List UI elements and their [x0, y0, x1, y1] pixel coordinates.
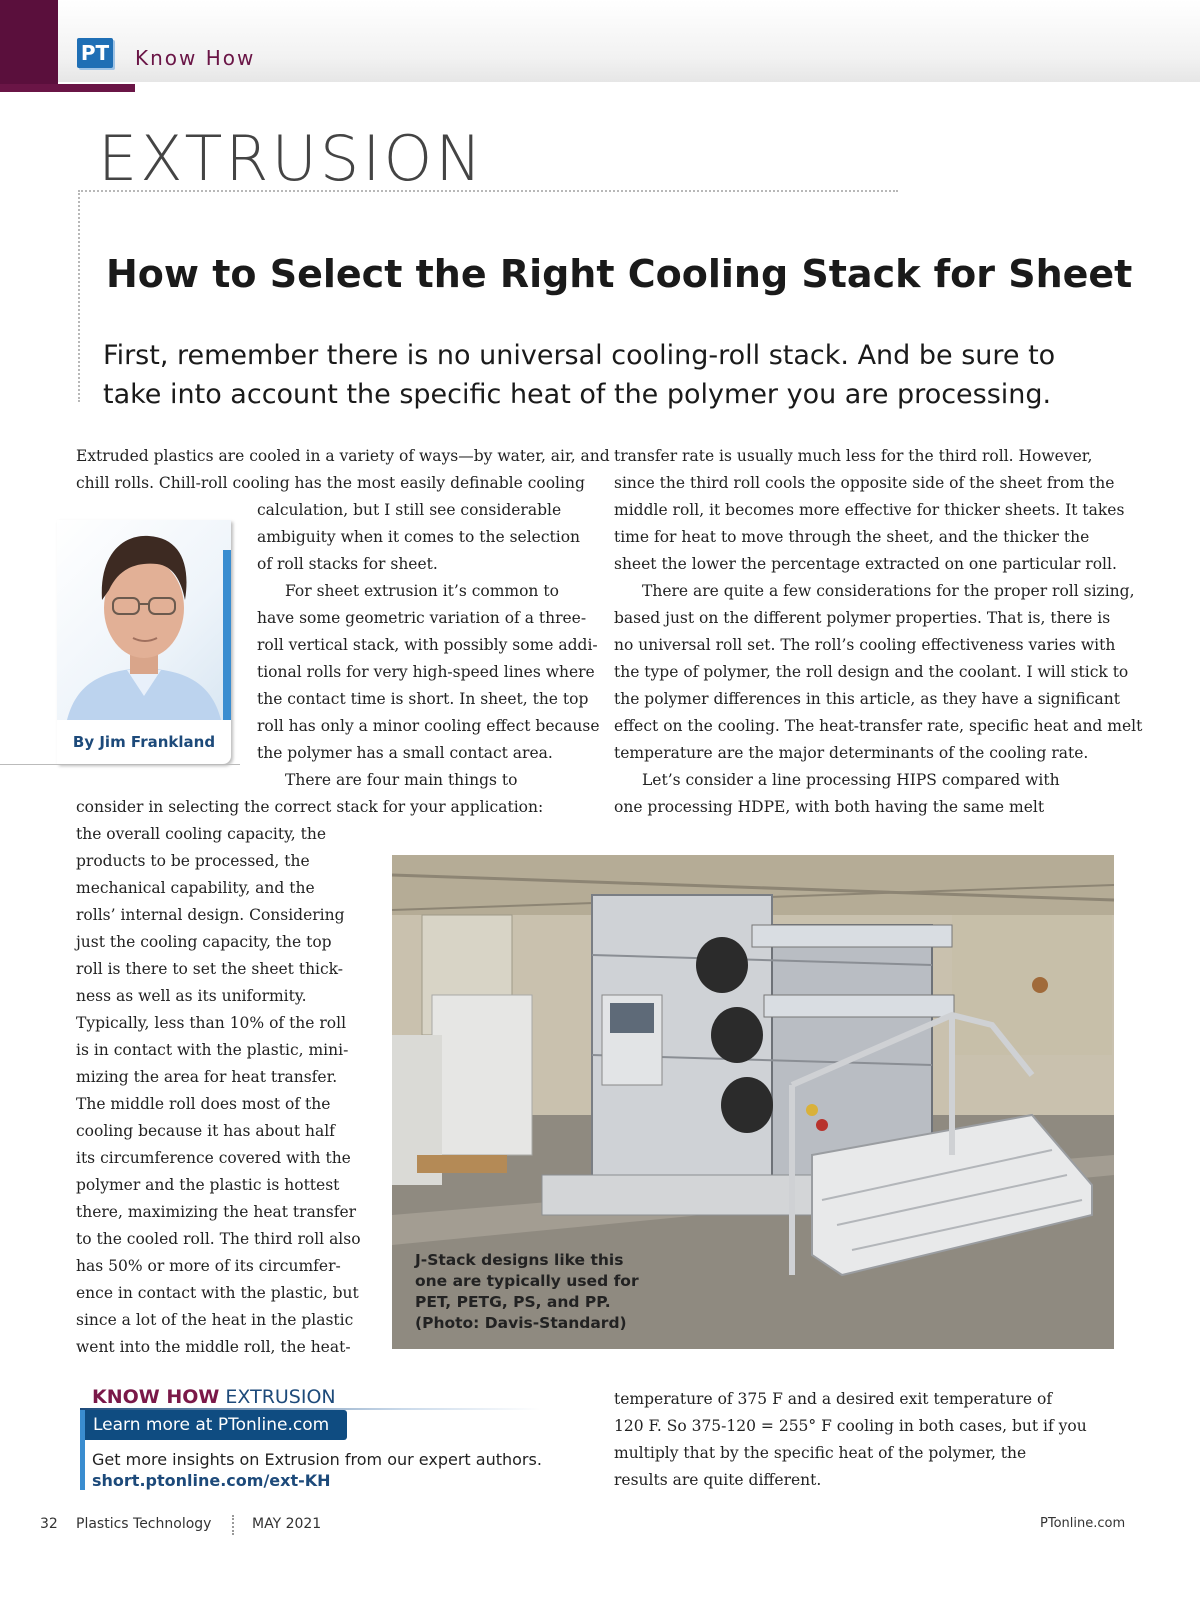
author-card: [57, 520, 231, 764]
body-line: results are quite different.: [614, 1471, 822, 1489]
body-line: temperature are the major determinants of the cooling rate.: [614, 744, 1089, 762]
body-line: mizing the area for heat transfer.: [76, 1068, 338, 1086]
body-line: sheet the lower the percentage extracted on one particular roll.: [614, 555, 1117, 573]
body-line: There are four main things to: [285, 771, 518, 789]
footer-separator: [232, 1515, 234, 1535]
body-line: middle roll, it becomes more effective for thicker sheets. It takes: [614, 501, 1125, 519]
body-line: polymer and the plastic is hottest: [76, 1176, 340, 1194]
body-line: consider in selecting the correct stack for your application:: [76, 798, 544, 816]
body-line: no universal roll set. The roll’s cooling effectiveness varies with: [614, 636, 1116, 654]
caption-line: J-Stack designs like this: [415, 1251, 624, 1269]
body-line: ness as well as its uniformity.: [76, 987, 307, 1005]
body-line: There are quite a few considerations for the proper roll sizing,: [642, 582, 1135, 600]
body-line: The middle roll does most of the: [76, 1095, 331, 1113]
dotted-rule-vertical: [78, 190, 80, 402]
body-line: temperature of 375 F and a desired exit temperature of: [614, 1390, 1053, 1408]
pt-logo: PT: [77, 38, 113, 68]
body-line: Extruded plastics are cooled in a variety of ways—by water, air, and: [76, 447, 610, 465]
knowhow-title: [92, 1386, 336, 1408]
body-line: its circumference covered with the: [76, 1149, 351, 1167]
knowhow-title-bold: KNOW HOW: [92, 1386, 220, 1408]
body-line: Typically, less than 10% of the roll: [76, 1014, 347, 1032]
author-rule: [0, 764, 240, 765]
body-line: has 50% or more of its circumfer-: [76, 1257, 341, 1275]
caption-line: (Photo: Davis-Standard): [415, 1314, 627, 1332]
body-line: ambiguity when it comes to the selection: [257, 528, 581, 546]
body-line: chill rolls. Chill-roll cooling has the most easily definable cooling: [76, 474, 585, 492]
body-line: the polymer has a small contact area.: [257, 744, 553, 762]
body-line: For sheet extrusion it’s common to: [285, 582, 559, 600]
body-line: just the cooling capacity, the top: [76, 933, 332, 951]
author-photo: [57, 520, 231, 720]
knowhow-title-rest: EXTRUSION: [219, 1386, 336, 1408]
dotted-rule-horizontal: [78, 190, 898, 192]
topic-title: EXTRUSION: [98, 122, 485, 195]
body-line: roll vertical stack, with possibly some addi-: [257, 636, 598, 654]
body-line: multiply that by the specific heat of the polymer, the: [614, 1444, 1027, 1462]
body-line: went into the middle roll, the heat-: [76, 1338, 351, 1356]
article-deck: First, remember there is no universal cooling-roll stack. And be sure to take into account the specific heat of the polymer you are processing.: [103, 340, 1056, 410]
body-line: the type of polymer, the roll design and the coolant. I will stick to: [614, 663, 1129, 681]
knowhow-short-link[interactable]: short.ptonline.com/ext-KH: [92, 1471, 331, 1490]
header-corner-block: [0, 0, 58, 92]
section-tag: Know How: [135, 46, 256, 70]
body-line: Let’s consider a line processing HIPS compared with: [642, 771, 1060, 789]
learn-more-link[interactable]: Learn more at PTonline.com: [85, 1410, 347, 1440]
body-line: to the cooled roll. The third roll also: [76, 1230, 361, 1248]
body-line: is in contact with the plastic, mini-: [76, 1041, 349, 1059]
issue-date: MAY 2021: [252, 1516, 322, 1532]
body-line: roll has only a minor cooling effect because: [257, 717, 600, 735]
author-portrait-icon: [57, 520, 231, 720]
body-line: since a lot of the heat in the plastic: [76, 1311, 354, 1329]
body-line: the contact time is short. In sheet, the top: [257, 690, 589, 708]
body-line: effect on the cooling. The heat-transfer rate, specific heat and melt: [614, 717, 1143, 735]
body-line: transfer rate is usually much less for the third roll. However,: [614, 447, 1093, 465]
body-line: mechanical capability, and the: [76, 879, 315, 897]
header-underline: [0, 84, 135, 92]
body-line: tional rolls for very high-speed lines where: [257, 663, 595, 681]
knowhow-description: Get more insights on Extrusion from our expert authors.: [92, 1450, 542, 1469]
page-number: 32: [40, 1516, 58, 1532]
body-line: ence in contact with the plastic, but: [76, 1284, 359, 1302]
body-line: one processing HDPE, with both having the same melt: [614, 798, 1045, 816]
body-line: roll is there to set the sheet thick-: [76, 960, 344, 978]
body-line: have some geometric variation of a three-: [257, 609, 587, 627]
body-line: rolls’ internal design. Considering: [76, 906, 345, 924]
body-line: the polymer differences in this article, as they have a significant: [614, 690, 1120, 708]
body-line: since the third roll cools the opposite side of the sheet from the: [614, 474, 1115, 492]
author-byline: By Jim Frankland: [72, 733, 216, 751]
publication-name: Plastics Technology: [76, 1516, 212, 1532]
footer-site[interactable]: PTonline.com: [1040, 1516, 1126, 1531]
body-line: the overall cooling capacity, the: [76, 825, 327, 843]
body-line: cooling because it has about half: [76, 1122, 335, 1140]
body-line: based just on the different polymer properties. That is, there is: [614, 609, 1111, 627]
body-line: calculation, but I still see considerable: [257, 501, 562, 519]
caption-line: PET, PETG, PS, and PP.: [415, 1293, 611, 1311]
caption-line: one are typically used for: [415, 1272, 639, 1290]
body-line: time for heat to move through the sheet, and the thicker the: [614, 528, 1090, 546]
body-line: products to be processed, the: [76, 852, 310, 870]
body-line: of roll stacks for sheet.: [257, 555, 438, 573]
body-line: 120 F. So 375-120 = 255° F cooling in both cases, but if you: [614, 1417, 1087, 1435]
photo-caption: [415, 1250, 645, 1334]
body-line: there, maximizing the heat transfer: [76, 1203, 357, 1221]
article-headline: How to Select the Right Cooling Stack for Sheet: [106, 252, 1133, 296]
